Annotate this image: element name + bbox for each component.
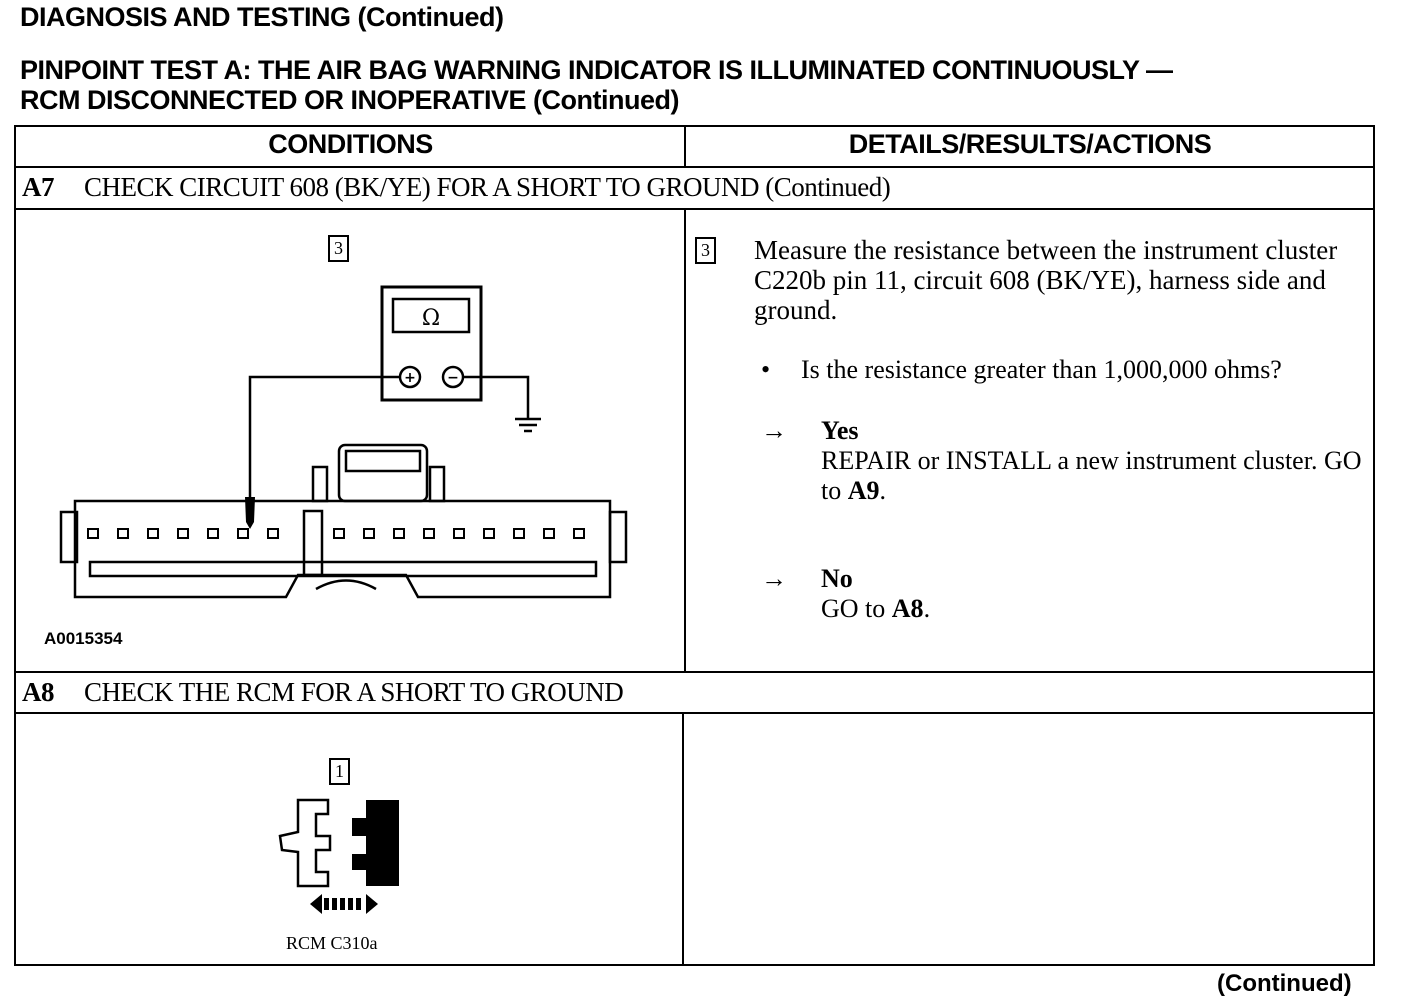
link-a9[interactable]: A9 xyxy=(847,476,880,505)
arrow-right-icon: → xyxy=(761,564,787,593)
figure-id: A0015354 xyxy=(44,629,123,648)
yes-label: Yes xyxy=(821,416,859,445)
pinpoint-test-table xyxy=(14,125,1375,966)
step-a8-title: CHECK THE RCM FOR A SHORT TO GROUND xyxy=(84,677,624,707)
connector-female-icon xyxy=(280,800,330,886)
a8-figure-step-box: 1 xyxy=(329,758,350,785)
ground-symbol-icon xyxy=(515,419,541,431)
meter-minus-symbol: − xyxy=(447,370,459,386)
a7-details-step-box: 3 xyxy=(695,237,716,264)
a7-question-row xyxy=(761,355,1282,385)
details-column-header: DETAILS/RESULTS/ACTIONS xyxy=(848,129,1212,159)
a8-title-divider xyxy=(16,712,1373,714)
ohmmeter-icon xyxy=(382,287,481,400)
step-a8-id: A8 xyxy=(22,677,54,707)
conditions-column-header: CONDITIONS xyxy=(268,129,433,159)
step-a7-title: CHECK CIRCUIT 608 (BK/YE) FOR A SHORT TO GROUND (Continued) xyxy=(84,172,891,202)
arrow-right-icon: → xyxy=(761,416,787,445)
a7-ohmmeter-connector-figure xyxy=(16,127,685,671)
test-leads xyxy=(250,377,528,497)
a7-figure-step-box: 3 xyxy=(328,235,349,262)
meter-plus-symbol: + xyxy=(404,370,416,386)
test-title-line-1: PINPOINT TEST A: THE AIR BAG WARNING INDICATOR IS ILLUMINATED CONTINUOUSLY — xyxy=(20,55,1173,85)
a7-bottom-divider xyxy=(16,671,1373,673)
continued-footer: (Continued) xyxy=(1217,970,1352,997)
instrument-cluster-connector xyxy=(61,445,626,597)
disconnect-arrow-icon xyxy=(310,894,378,914)
ohm-symbol: Ω xyxy=(421,306,441,331)
rcm-connector-figure xyxy=(266,792,416,922)
link-a8[interactable]: A8 xyxy=(891,594,924,623)
yes-action: REPAIR or INSTALL a new instrument cluster. GO to A9. xyxy=(821,446,1362,505)
a7-yes-answer xyxy=(761,416,1373,506)
bullet-icon: • xyxy=(761,355,771,384)
a7-question: Is the resistance greater than 1,000,000 ohms? xyxy=(801,355,1282,384)
step-a7-id: A7 xyxy=(22,172,54,202)
no-label: No xyxy=(821,564,853,593)
step-a8-heading xyxy=(22,677,623,708)
connector-pins xyxy=(88,529,584,538)
pinpoint-test-title xyxy=(20,55,1173,115)
a7-no-answer xyxy=(761,564,930,624)
page-title: DIAGNOSIS AND TESTING (Continued) xyxy=(20,2,504,32)
a7-instruction: Measure the resistance between the instrument cluster C220b pin 11, circuit 608 (BK/YE), harness side and ground. xyxy=(754,235,1338,325)
test-title-line-2: RCM DISCONNECTED OR INOPERATIVE (Continued) xyxy=(20,85,679,115)
rcm-connector-label: RCM C310a xyxy=(286,933,378,953)
connector-male-icon xyxy=(352,800,399,886)
a8-column-divider xyxy=(682,712,684,964)
no-action: GO to A8. xyxy=(821,594,931,623)
